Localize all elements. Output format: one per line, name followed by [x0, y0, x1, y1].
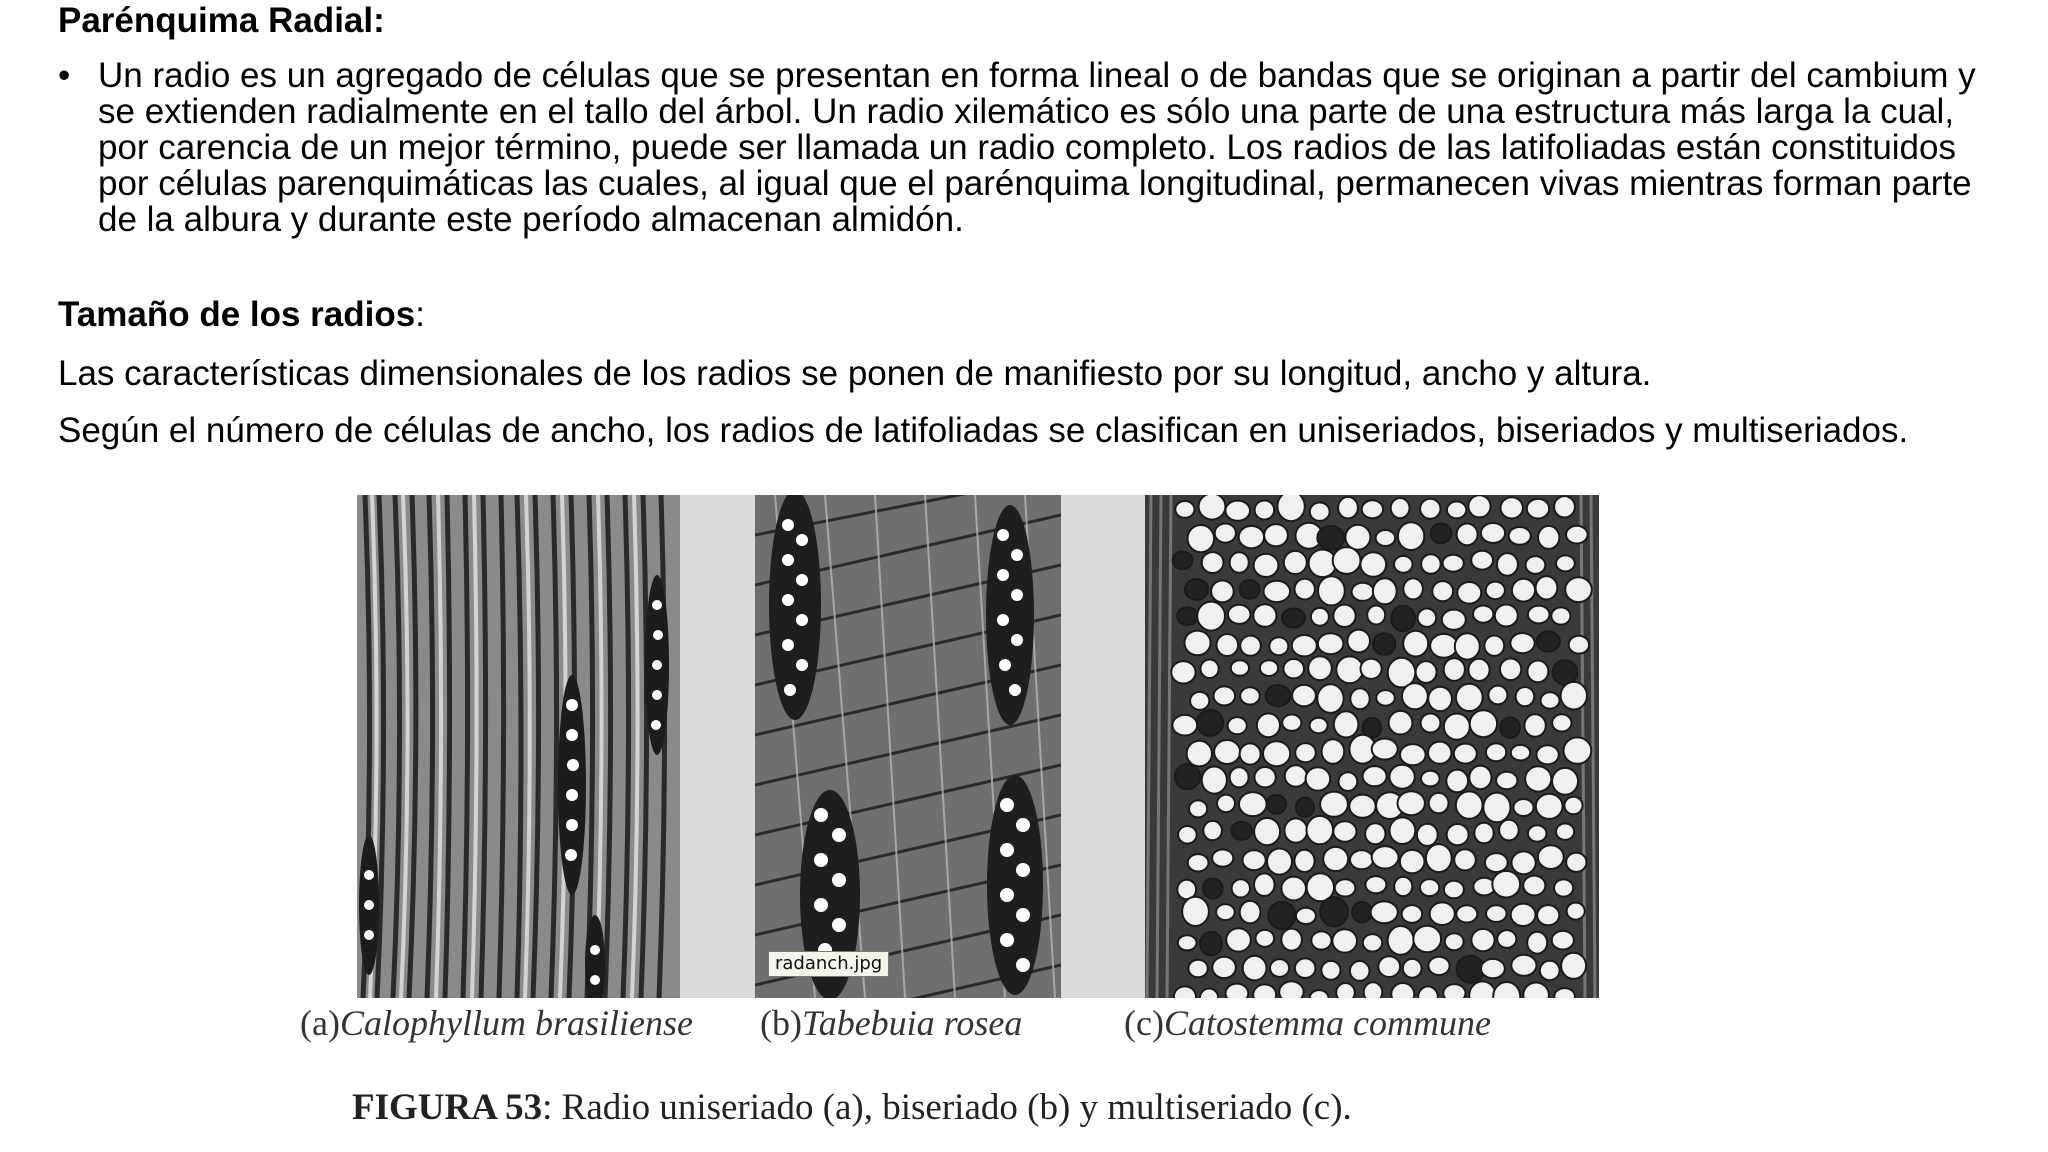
micrograph-multiseriate [1145, 495, 1599, 998]
caption-b-prefix: (b) [760, 1003, 802, 1043]
caption-a-prefix: (a) [300, 1003, 340, 1043]
panel-gap [680, 495, 755, 998]
figure-micrographs [357, 495, 1599, 998]
heading-parenquima-radial: Parénquima Radial: [58, 1, 385, 40]
bullet-text: Un radio es un agregado de células que se presentan en forma lineal o de bandas que se originan a partir del cambium y se extienden radialmente en el tallo del árbol. Un radio xilemático es sólo una parte de una estructura más larga la cual, por carencia de un mejor término, puede ser llamada un radio completo. Los radios de las latifoliadas están constituidos por células parenquimáticas las cuales, al igual que el parénquima longitudinal, permanecen vivas mientras forman parte de la albura y durante este período almacenan almidón. [98, 56, 1976, 239]
paragraph-clasificacion: Según el número de células de ancho, los radios de latifoliadas se clasifican en uniseriados, biseriados y multiseriados. [58, 411, 1909, 450]
figure-label: FIGURA 53 [352, 1087, 543, 1128]
heading-tamano-colon: : [415, 295, 425, 334]
panel-gap [1061, 495, 1145, 998]
heading-tamano-radios [58, 296, 425, 334]
bullet-symbol: • [58, 56, 71, 95]
caption-a-species: Calophyllum brasiliense [339, 1003, 693, 1043]
figure-caption-text: : Radio uniseriado (a), biseriado (b) y multiseriado (c). [542, 1087, 1352, 1128]
micrograph-biseriate [755, 495, 1061, 998]
paragraph-dimensiones: Las características dimensionales de los radios se ponen de manifiesto por su longitud, ancho y altura. [58, 354, 1652, 393]
caption-c-prefix: (c) [1124, 1003, 1164, 1043]
caption-c [1124, 1002, 1491, 1046]
heading-tamano-text: Tamaño de los radios [58, 295, 416, 334]
figure-caption [352, 1086, 1352, 1129]
caption-b-species: Tabebuia rosea [801, 1003, 1023, 1043]
caption-a [300, 1002, 693, 1046]
caption-c-species: Catostemma commune [1163, 1003, 1491, 1043]
image-filename-tooltip: radanch.jpg [768, 951, 889, 977]
caption-b [760, 1002, 1022, 1046]
micrograph-uniseriate [357, 495, 680, 998]
